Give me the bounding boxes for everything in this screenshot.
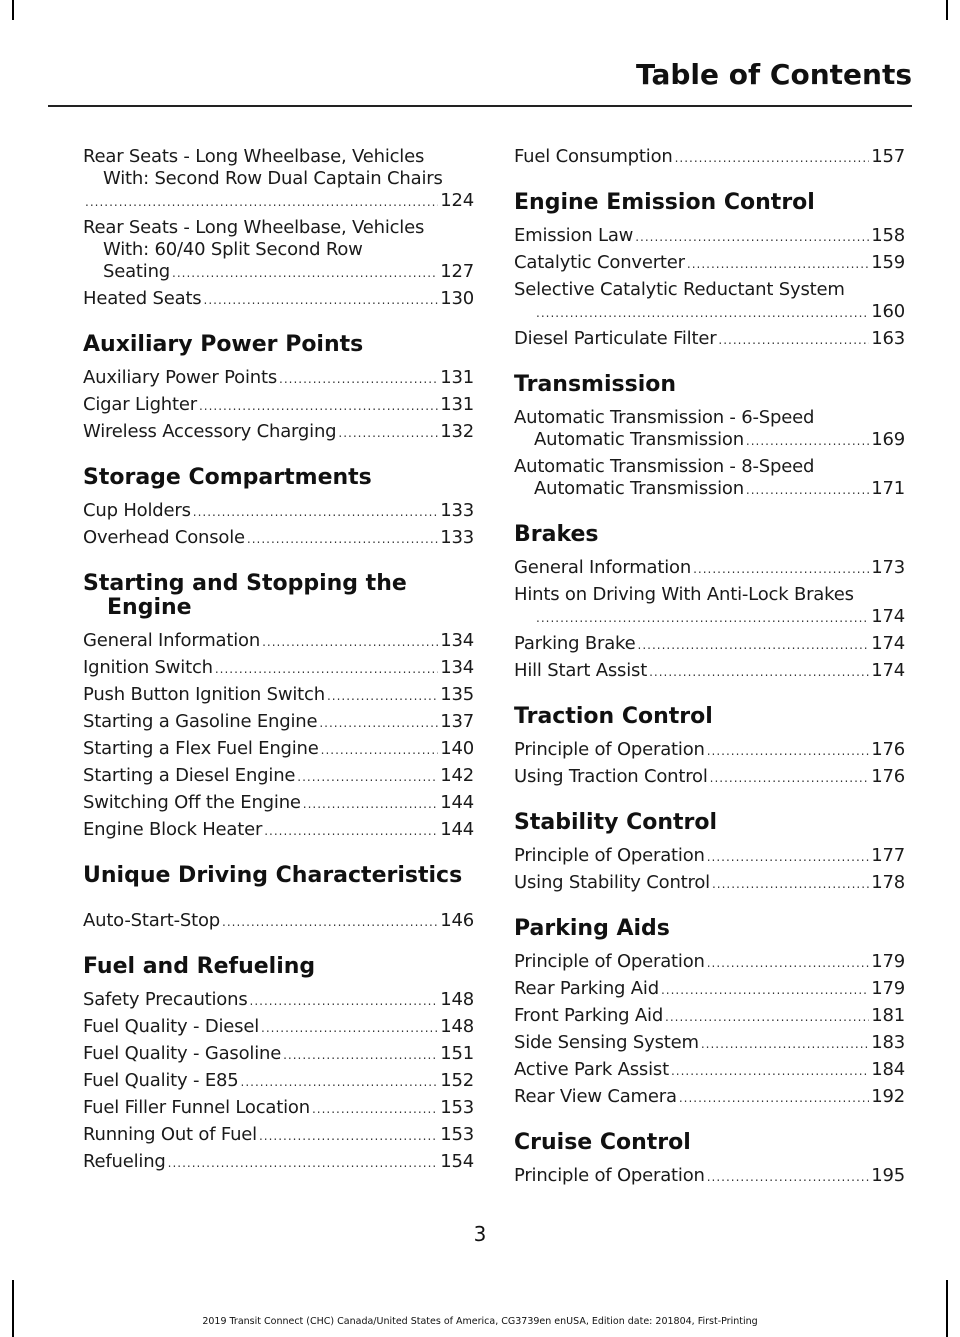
dot-leader: [710, 767, 870, 789]
dot-leader: [712, 873, 869, 895]
dot-leader: [707, 846, 870, 868]
dot-leader: [675, 147, 870, 169]
toc-entry-label: Engine Block Heater: [83, 819, 263, 840]
dot-leader: [172, 262, 438, 284]
toc-page-number: 134: [440, 630, 474, 651]
toc-entry[interactable]: [83, 421, 474, 444]
footer-edition-text: 2019 Transit Connect (CHC) Canada/United States of America, CG3739en enUSA, Edition date: 201804, First-Printing: [202, 1316, 758, 1327]
toc-entry-label: Hill Start Assist: [514, 660, 648, 681]
dot-leader: [707, 740, 870, 762]
page-title: Table of Contents: [635, 58, 912, 91]
toc-page-number: 176: [871, 766, 905, 787]
toc-entry-label: Active Park Assist: [514, 1059, 669, 1080]
dot-leader: [222, 911, 438, 933]
section-heading: Unique Driving Characteristics: [83, 863, 463, 888]
toc-entry[interactable]: [514, 557, 905, 580]
dot-leader: [707, 1166, 870, 1188]
section-heading: Parking Aids: [514, 916, 670, 941]
toc-entry-label: Running Out of Fuel: [83, 1124, 257, 1145]
toc-entry[interactable]: [514, 739, 905, 762]
toc-page-number: 178: [871, 872, 905, 893]
dot-leader: [536, 607, 869, 629]
toc-entry-label: With: Second Row Dual Captain Chairs: [103, 168, 443, 189]
toc-entry-label: Push Button Ignition Switch: [83, 684, 325, 705]
toc-entry-label: General Information: [514, 557, 692, 578]
toc-entry-label: Heated Seats: [83, 288, 202, 309]
toc-entry[interactable]: [514, 252, 905, 275]
dot-leader: [718, 329, 869, 351]
toc-entry-label: Hints on Driving With Anti-Lock Brakes: [514, 584, 854, 605]
crop-mark-bottom-left: [12, 1280, 14, 1337]
section-heading: Brakes: [514, 522, 599, 547]
dot-leader: [679, 1087, 869, 1109]
toc-entry[interactable]: [514, 633, 905, 656]
toc-page-number: 133: [440, 500, 474, 521]
toc-entry-label: Front Parking Aid: [514, 1005, 664, 1026]
toc-entry[interactable]: [83, 394, 474, 417]
toc-entry-label: Fuel Quality - Gasoline: [83, 1043, 282, 1064]
dot-leader: [279, 368, 438, 390]
toc-entry[interactable]: [83, 657, 474, 680]
toc-page-number: 163: [871, 328, 905, 349]
toc-page-number: 159: [871, 252, 905, 273]
toc-left-column: [83, 146, 474, 1178]
dot-leader: [746, 430, 869, 452]
toc-page-number: 131: [440, 367, 474, 388]
dot-leader: [303, 793, 438, 815]
dot-leader: [746, 479, 869, 501]
dot-leader: [319, 712, 438, 734]
toc-page-number: 160: [871, 301, 905, 322]
toc-entry[interactable]: [83, 989, 474, 1012]
toc-page-number: 148: [440, 989, 474, 1010]
toc-entry-label: Auxiliary Power Points: [83, 367, 277, 388]
section-heading: Transmission: [514, 372, 677, 397]
dot-leader: [649, 661, 869, 683]
toc-entry-label: Wireless Accessory Charging: [83, 421, 337, 442]
toc-entry[interactable]: [514, 1086, 905, 1109]
toc-page-number: 146: [440, 910, 474, 931]
dot-leader: [262, 631, 438, 653]
dot-leader: [661, 979, 869, 1001]
toc-page-number: 153: [440, 1097, 474, 1118]
toc-page-number: 153: [440, 1124, 474, 1145]
dot-leader: [687, 253, 869, 275]
dot-leader: [327, 685, 438, 707]
dot-leader: [241, 1071, 439, 1093]
section-heading: Engine Emission Control: [514, 190, 815, 215]
toc-entry[interactable]: [83, 1097, 474, 1120]
toc-entry-label: Fuel Consumption: [514, 146, 673, 167]
dot-leader: [693, 558, 869, 580]
toc-entry[interactable]: [83, 765, 474, 788]
section-heading: Fuel and Refueling: [83, 954, 316, 979]
toc-page-number: 130: [440, 288, 474, 309]
toc-entry[interactable]: [83, 1070, 474, 1093]
toc-entry-label: Using Traction Control: [514, 766, 708, 787]
toc-entry-label: Automatic Transmission: [534, 478, 744, 499]
toc-entry[interactable]: [514, 766, 905, 789]
toc-entry-label: Starting a Flex Fuel Engine: [83, 738, 319, 759]
dot-leader: [199, 395, 438, 417]
toc-entry-label: Rear View Camera: [514, 1086, 677, 1107]
toc-entry[interactable]: [514, 146, 905, 169]
toc-entry-label: Fuel Filler Funnel Location: [83, 1097, 310, 1118]
toc-entry-label: With: 60/40 Split Second Row: [103, 239, 363, 260]
toc-page-number: 157: [871, 146, 905, 167]
toc-entry-label: Using Stability Control: [514, 872, 710, 893]
toc-entry-label: Starting a Diesel Engine: [83, 765, 296, 786]
toc-entry-label: Rear Parking Aid: [514, 978, 659, 999]
toc-entry-label: Rear Seats - Long Wheelbase, Vehicles: [83, 146, 425, 167]
toc-page-number: 176: [871, 739, 905, 760]
toc-page-number: 144: [440, 792, 474, 813]
toc-page-number: 132: [440, 421, 474, 442]
toc-entry[interactable]: [83, 367, 474, 390]
toc-page-number: 142: [440, 765, 474, 786]
dot-leader: [665, 1006, 869, 1028]
toc-page-number: 127: [440, 261, 474, 282]
toc-entry[interactable]: [83, 738, 474, 761]
toc-entry-label: Fuel Quality - Diesel: [83, 1016, 260, 1037]
toc-entry[interactable]: [83, 146, 474, 213]
dot-leader: [259, 1125, 438, 1147]
toc-entry-label: Fuel Quality - E85: [83, 1070, 239, 1091]
toc-entry[interactable]: [83, 527, 474, 550]
toc-entry-label: Overhead Console: [83, 527, 245, 548]
toc-page-number: 134: [440, 657, 474, 678]
toc-page-number: 177: [871, 845, 905, 866]
toc-page-number: 174: [871, 660, 905, 681]
toc-entry-label: Automatic Transmission - 8-Speed: [514, 456, 815, 477]
toc-entry[interactable]: [514, 660, 905, 683]
toc-entry[interactable]: [83, 819, 474, 842]
dot-leader: [297, 766, 438, 788]
toc-entry[interactable]: [83, 711, 474, 734]
toc-page-number: 183: [871, 1032, 905, 1053]
toc-page-number: 151: [440, 1043, 474, 1064]
section-heading: Storage Compartments: [83, 465, 372, 490]
dot-leader: [85, 191, 438, 213]
toc-entry[interactable]: [514, 845, 905, 868]
dot-leader: [536, 302, 869, 324]
toc-page-number: 174: [871, 606, 905, 627]
toc-page-number: 184: [871, 1059, 905, 1080]
toc-entry[interactable]: [514, 279, 905, 324]
toc-entry-label: Parking Brake: [514, 633, 636, 654]
toc-page-number: 179: [871, 978, 905, 999]
dot-leader: [283, 1044, 438, 1066]
dot-leader: [638, 634, 870, 656]
section-heading: Stability Control: [514, 810, 718, 835]
toc-page-number: 173: [871, 557, 905, 578]
dot-leader: [168, 1152, 439, 1174]
dot-leader: [264, 820, 438, 842]
toc-entry[interactable]: [83, 1043, 474, 1066]
toc-page-number: 135: [440, 684, 474, 705]
dot-leader: [321, 739, 439, 761]
toc-entry-label: Side Sensing System: [514, 1032, 699, 1053]
toc-entry[interactable]: [83, 630, 474, 653]
toc-entry[interactable]: [83, 217, 474, 284]
toc-entry-label: Automatic Transmission - 6-Speed: [514, 407, 815, 428]
section-heading: Traction Control: [514, 704, 713, 729]
toc-page-number: 195: [871, 1165, 905, 1186]
dot-leader: [193, 501, 438, 523]
dot-leader: [215, 658, 438, 680]
toc-entry-label: Refueling: [83, 1151, 166, 1172]
section-heading: Auxiliary Power Points: [83, 332, 364, 357]
toc-entry[interactable]: [514, 951, 905, 974]
toc-entry[interactable]: [514, 328, 905, 351]
toc-entry-label: Seating: [103, 261, 171, 282]
toc-entry[interactable]: [83, 792, 474, 815]
toc-page-number: 179: [871, 951, 905, 972]
toc-entry[interactable]: [83, 684, 474, 707]
toc-entry-label: Selective Catalytic Reductant System: [514, 279, 845, 300]
toc-entry[interactable]: [83, 1016, 474, 1039]
toc-page-number: 158: [871, 225, 905, 246]
toc-entry-label: Principle of Operation: [514, 1165, 705, 1186]
toc-entry[interactable]: [514, 872, 905, 895]
toc-page-number: 144: [440, 819, 474, 840]
section-heading: [83, 572, 474, 620]
crop-mark-bottom-right: [946, 1280, 948, 1337]
toc-entry[interactable]: [514, 456, 905, 501]
dot-leader: [707, 952, 870, 974]
section-heading-line: Starting and Stopping the: [83, 571, 407, 596]
page-number: 3: [473, 1222, 487, 1246]
toc-entry[interactable]: [83, 288, 474, 311]
toc-entry[interactable]: [514, 225, 905, 248]
header-divider: [48, 105, 912, 107]
toc-entry[interactable]: [83, 1124, 474, 1147]
toc-entry-label: Principle of Operation: [514, 739, 705, 760]
dot-leader: [671, 1060, 869, 1082]
dot-leader: [312, 1098, 438, 1120]
toc-entry-label: Ignition Switch: [83, 657, 213, 678]
toc-entry-label: Principle of Operation: [514, 951, 705, 972]
dot-leader: [635, 226, 869, 248]
toc-entry[interactable]: [83, 500, 474, 523]
dot-leader: [261, 1017, 438, 1039]
toc-entry-label: Cup Holders: [83, 500, 191, 521]
toc-entry[interactable]: [514, 1059, 905, 1082]
section-heading-line: Engine: [107, 595, 192, 620]
dot-leader: [701, 1033, 869, 1055]
dot-leader: [247, 528, 438, 550]
toc-entry-label: Auto-Start-Stop: [83, 910, 221, 931]
toc-entry-label: Automatic Transmission: [534, 429, 744, 450]
toc-entry[interactable]: [514, 407, 905, 452]
toc-page-number: 169: [871, 429, 905, 450]
toc-page-number: 140: [440, 738, 474, 759]
toc-entry-label: Emission Law: [514, 225, 634, 246]
toc-entry[interactable]: [514, 1005, 905, 1028]
toc-page-number: 133: [440, 527, 474, 548]
toc-page-number: 137: [440, 711, 474, 732]
toc-entry-label: Cigar Lighter: [83, 394, 197, 415]
dot-leader: [250, 990, 439, 1012]
toc-page-number: 124: [440, 190, 474, 211]
toc-entry-label: General Information: [83, 630, 261, 651]
toc-entry-label: Catalytic Converter: [514, 252, 685, 273]
toc-entry-label: Switching Off the Engine: [83, 792, 301, 813]
toc-entry[interactable]: [514, 1032, 905, 1055]
toc-entry[interactable]: [83, 910, 474, 933]
section-heading: Cruise Control: [514, 1130, 691, 1155]
toc-entry-label: Principle of Operation: [514, 845, 705, 866]
toc-page-number: 181: [871, 1005, 905, 1026]
toc-entry-label: Rear Seats - Long Wheelbase, Vehicles: [83, 217, 425, 238]
toc-page-number: 192: [871, 1086, 905, 1107]
toc-page-number: 131: [440, 394, 474, 415]
toc-right-column: [514, 146, 905, 1192]
toc-entry[interactable]: [514, 1165, 905, 1188]
toc-page-number: 148: [440, 1016, 474, 1037]
toc-entry-label: Safety Precautions: [83, 989, 248, 1010]
toc-page-number: 152: [440, 1070, 474, 1091]
crop-mark-top-left: [12, 0, 14, 20]
dot-leader: [204, 289, 439, 311]
toc-page-number: 174: [871, 633, 905, 654]
toc-entry-label: Starting a Gasoline Engine: [83, 711, 318, 732]
dot-leader: [338, 422, 438, 444]
crop-mark-top-right: [946, 0, 948, 20]
toc-page-number: 171: [871, 478, 905, 499]
toc-page-number: 154: [440, 1151, 474, 1172]
toc-entry-label: Diesel Particulate Filter: [514, 328, 717, 349]
toc-entry[interactable]: [514, 978, 905, 1001]
toc-entry[interactable]: [83, 1151, 474, 1174]
toc-entry[interactable]: [514, 584, 905, 629]
